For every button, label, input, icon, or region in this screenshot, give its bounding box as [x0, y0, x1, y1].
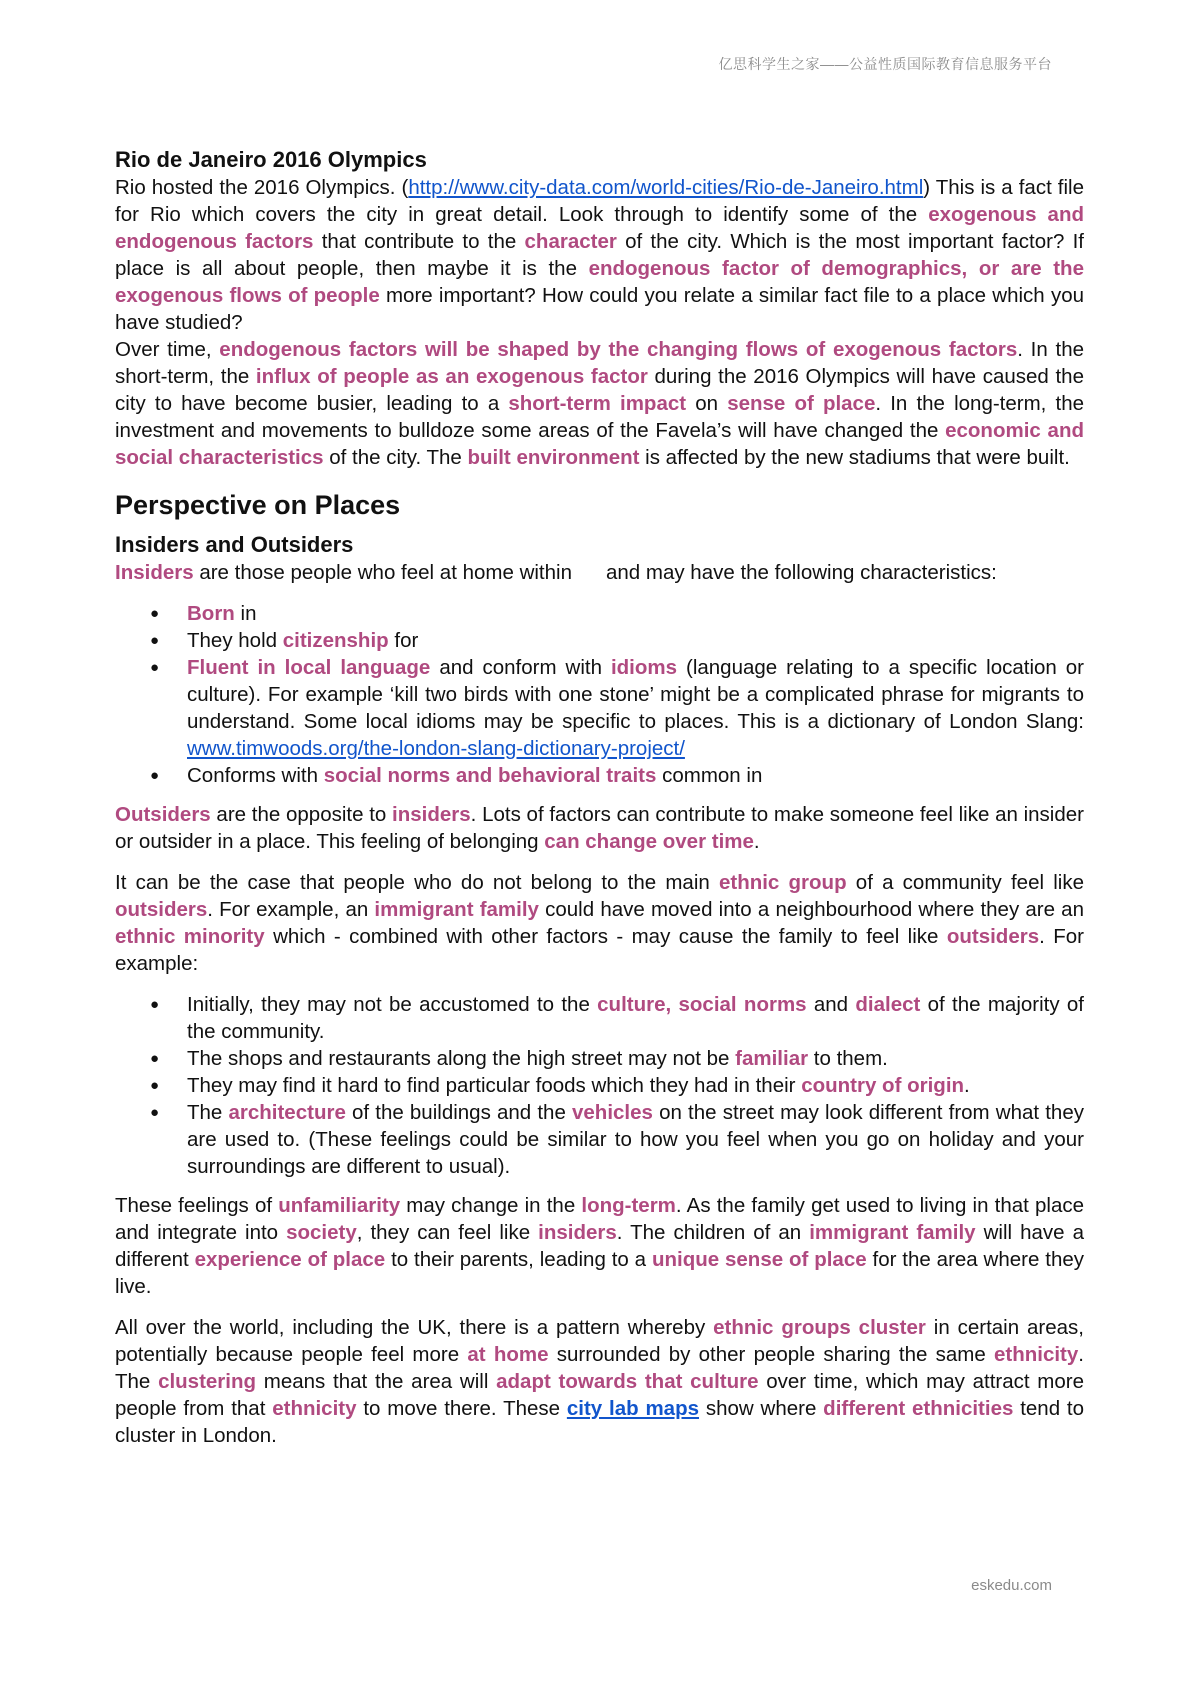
text: to them. — [808, 1047, 888, 1070]
text: are the opposite to — [210, 803, 393, 826]
text: and may have the following characteristics: — [605, 561, 997, 584]
text: and conform with — [430, 656, 611, 679]
text: . The — [115, 1343, 1084, 1393]
text: of the majority of the community. — [187, 993, 1084, 1043]
highlight: insiders — [392, 803, 471, 826]
outsiders-paragraph — [115, 801, 1084, 855]
insider-characteristics-list — [115, 600, 1084, 789]
rio-heading: Rio de Janeiro 2016 Olympics — [115, 147, 427, 172]
text: tend to cluster in London. — [115, 1397, 1085, 1447]
text: of the city. Which is the most important factor? If place is all about people, then maybe it is the — [115, 230, 1084, 280]
highlight: immigrant family — [809, 1221, 976, 1244]
highlight: experience of place — [194, 1248, 386, 1271]
text: in certain areas, potentially because people feel more — [115, 1316, 1084, 1366]
text: Over time, — [115, 338, 220, 361]
text: common in — [656, 764, 763, 787]
highlight: adapt towards that culture — [496, 1370, 759, 1393]
highlight: can change over time — [544, 830, 754, 853]
text: and — [806, 993, 856, 1016]
highlight: social norms and behavioral traits — [323, 764, 657, 787]
highlight: architecture — [228, 1101, 346, 1124]
text: on the street may look different from what they are used to. (These feelings could be similar to how you feel when you go on holiday and your surroundings are different to usual). — [187, 1101, 1084, 1178]
city-data-link[interactable]: http://www.city-data.com/world-cities/Rio-de-Janeiro.html — [408, 176, 924, 199]
highlight: unfamiliarity — [278, 1194, 401, 1217]
document-body — [115, 146, 1084, 1449]
highlight: unique sense of place — [651, 1248, 867, 1271]
text: . For example: — [115, 925, 1084, 975]
text: Initially, they may not be accustomed to the — [187, 993, 598, 1016]
text: over time, which may attract more people from that — [115, 1370, 1084, 1420]
perspective-heading: Perspective on Places — [115, 490, 401, 520]
text: that contribute to the — [313, 230, 525, 253]
text: could have moved into a neighbourhood where they are an — [538, 898, 1084, 921]
text: Rio hosted the 2016 Olympics. ( — [115, 176, 409, 199]
highlight: ethnic groups cluster — [713, 1316, 926, 1339]
highlight: culture, social norms — [597, 993, 807, 1016]
text: All over the world, including the UK, there is a pattern whereby — [115, 1316, 714, 1339]
text: These feelings of — [115, 1194, 279, 1217]
rio-paragraph-2 — [115, 336, 1084, 471]
text: during the 2016 Olympics will have caused the city to have become busier, leading to a — [115, 365, 1084, 415]
text: may change in the — [400, 1194, 582, 1217]
text: of the buildings and the — [345, 1101, 572, 1124]
text: . In the short-term, the — [115, 338, 1084, 388]
highlight: ethnicity — [272, 1397, 357, 1420]
rio-paragraph-1 — [115, 174, 1084, 336]
text: It can be the case that people who do not belong to the main — [115, 871, 719, 894]
highlight: citizenship — [282, 629, 389, 652]
highlight: sense of place — [727, 392, 876, 415]
highlight: long-term — [581, 1194, 676, 1217]
highlight: Born — [187, 602, 235, 625]
highlight: short-term impact — [508, 392, 687, 415]
cluster-paragraph — [115, 1314, 1084, 1449]
text: is affected by the new stadiums that were built. — [639, 446, 1070, 469]
list-item — [187, 1099, 1084, 1180]
text: . Lots of factors can contribute to make someone feel like an insider or outsider in a place. This feeling of belonging — [115, 803, 1084, 853]
text: , they can feel like — [356, 1221, 539, 1244]
text: . For example, an — [207, 898, 375, 921]
text: . — [964, 1074, 970, 1097]
highlight: insiders — [538, 1221, 617, 1244]
highlight: influx of people as an exogenous factor — [255, 365, 648, 388]
page-footer: eskedu.com — [971, 1577, 1052, 1594]
highlight: familiar — [735, 1047, 809, 1070]
text: surrounded by other people sharing the same — [548, 1343, 994, 1366]
highlight: ethnic minority — [115, 925, 265, 948]
list-item — [187, 654, 1084, 762]
highlight: exogenous and endogenous factors — [115, 203, 1084, 253]
text: They hold — [187, 629, 283, 652]
highlight: outsiders — [115, 898, 208, 921]
highlight: Insiders — [115, 561, 194, 584]
text: The — [187, 1101, 229, 1124]
highlight: Outsiders — [115, 803, 211, 826]
highlight: country of origin — [801, 1074, 965, 1097]
highlight: endogenous factor of demographics, or are the exogenous flows of people — [115, 257, 1084, 307]
ethnic-group-paragraph — [115, 869, 1084, 977]
highlight: immigrant family — [374, 898, 539, 921]
text: which - combined with other factors - may cause the family to feel like — [264, 925, 947, 948]
text: for the area where they live. — [115, 1248, 1085, 1298]
insiders-intro — [115, 559, 1084, 586]
insiders-outsiders-subheading: Insiders and Outsiders — [115, 532, 354, 557]
text: will have a different — [115, 1221, 1084, 1271]
text: show where — [699, 1397, 824, 1420]
city-lab-maps-link[interactable]: city lab maps — [566, 1397, 700, 1420]
text: for — [388, 629, 419, 652]
highlight: at home — [467, 1343, 549, 1366]
text: Conforms with — [187, 764, 324, 787]
text: in — [234, 602, 257, 625]
text: of a community feel like — [846, 871, 1084, 894]
list-item — [187, 627, 1084, 654]
highlight: built environment — [467, 446, 640, 469]
highlight: vehicles — [572, 1101, 653, 1124]
text: are those people who feel at home within — [193, 561, 572, 584]
text: more important? How could you relate a similar fact file to a place which you have studied? — [115, 284, 1084, 334]
text: They may find it hard to find particular foods which they had in their — [187, 1074, 802, 1097]
text: to move there. These — [356, 1397, 567, 1420]
highlight: outsiders — [946, 925, 1040, 948]
highlight: clustering — [158, 1370, 257, 1393]
text: (language relating to a specific location or culture). For example ‘kill two birds with one stone’ might be a complicated phrase for migrants to understand. Some local idioms may be specific to places. This is a dictionary of London Slang: — [187, 656, 1085, 733]
text: on — [686, 392, 728, 415]
text: . The children of an — [616, 1221, 810, 1244]
list-item — [187, 600, 1084, 627]
highlight: idioms — [610, 656, 678, 679]
list-item — [187, 1072, 1084, 1099]
highlight: society — [286, 1221, 357, 1244]
highlight: ethnic group — [718, 871, 847, 894]
london-slang-link[interactable]: www.timwoods.org/the-london-slang-dictionary-project/ — [187, 737, 685, 760]
text: means that the area will — [256, 1370, 497, 1393]
highlight: economic and social characteristics — [115, 419, 1084, 469]
highlight: character — [524, 230, 617, 253]
text: The shops and restaurants along the high street may not be — [187, 1047, 736, 1070]
text: . As the family get used to living in that place and integrate into — [115, 1194, 1084, 1244]
text: . In the long-term, the investment and movements to bulldoze some areas of the Favela’s will have changed the — [115, 392, 1085, 442]
text: of the city. The — [323, 446, 468, 469]
page-header: 亿思科学生之家——公益性质国际教育信息服务平台 — [718, 56, 1052, 72]
text: to their parents, leading to a — [385, 1248, 652, 1271]
familiarity-paragraph — [115, 1192, 1084, 1300]
highlight: ethnicity — [993, 1343, 1079, 1366]
text: ) This is a fact file for Rio which covers the city in great detail. Look through to identify some of the — [115, 176, 1084, 226]
list-item — [187, 991, 1084, 1045]
outsider-examples-list — [115, 991, 1084, 1180]
list-item — [187, 762, 1084, 789]
highlight: different ethnicities — [823, 1397, 1014, 1420]
list-item — [187, 1045, 1084, 1072]
highlight: dialect — [855, 993, 921, 1016]
text: . — [753, 830, 760, 853]
highlight: endogenous factors will be shaped by the changing flows of exogenous factors — [219, 338, 1018, 361]
highlight: Fluent in local language — [187, 656, 431, 679]
